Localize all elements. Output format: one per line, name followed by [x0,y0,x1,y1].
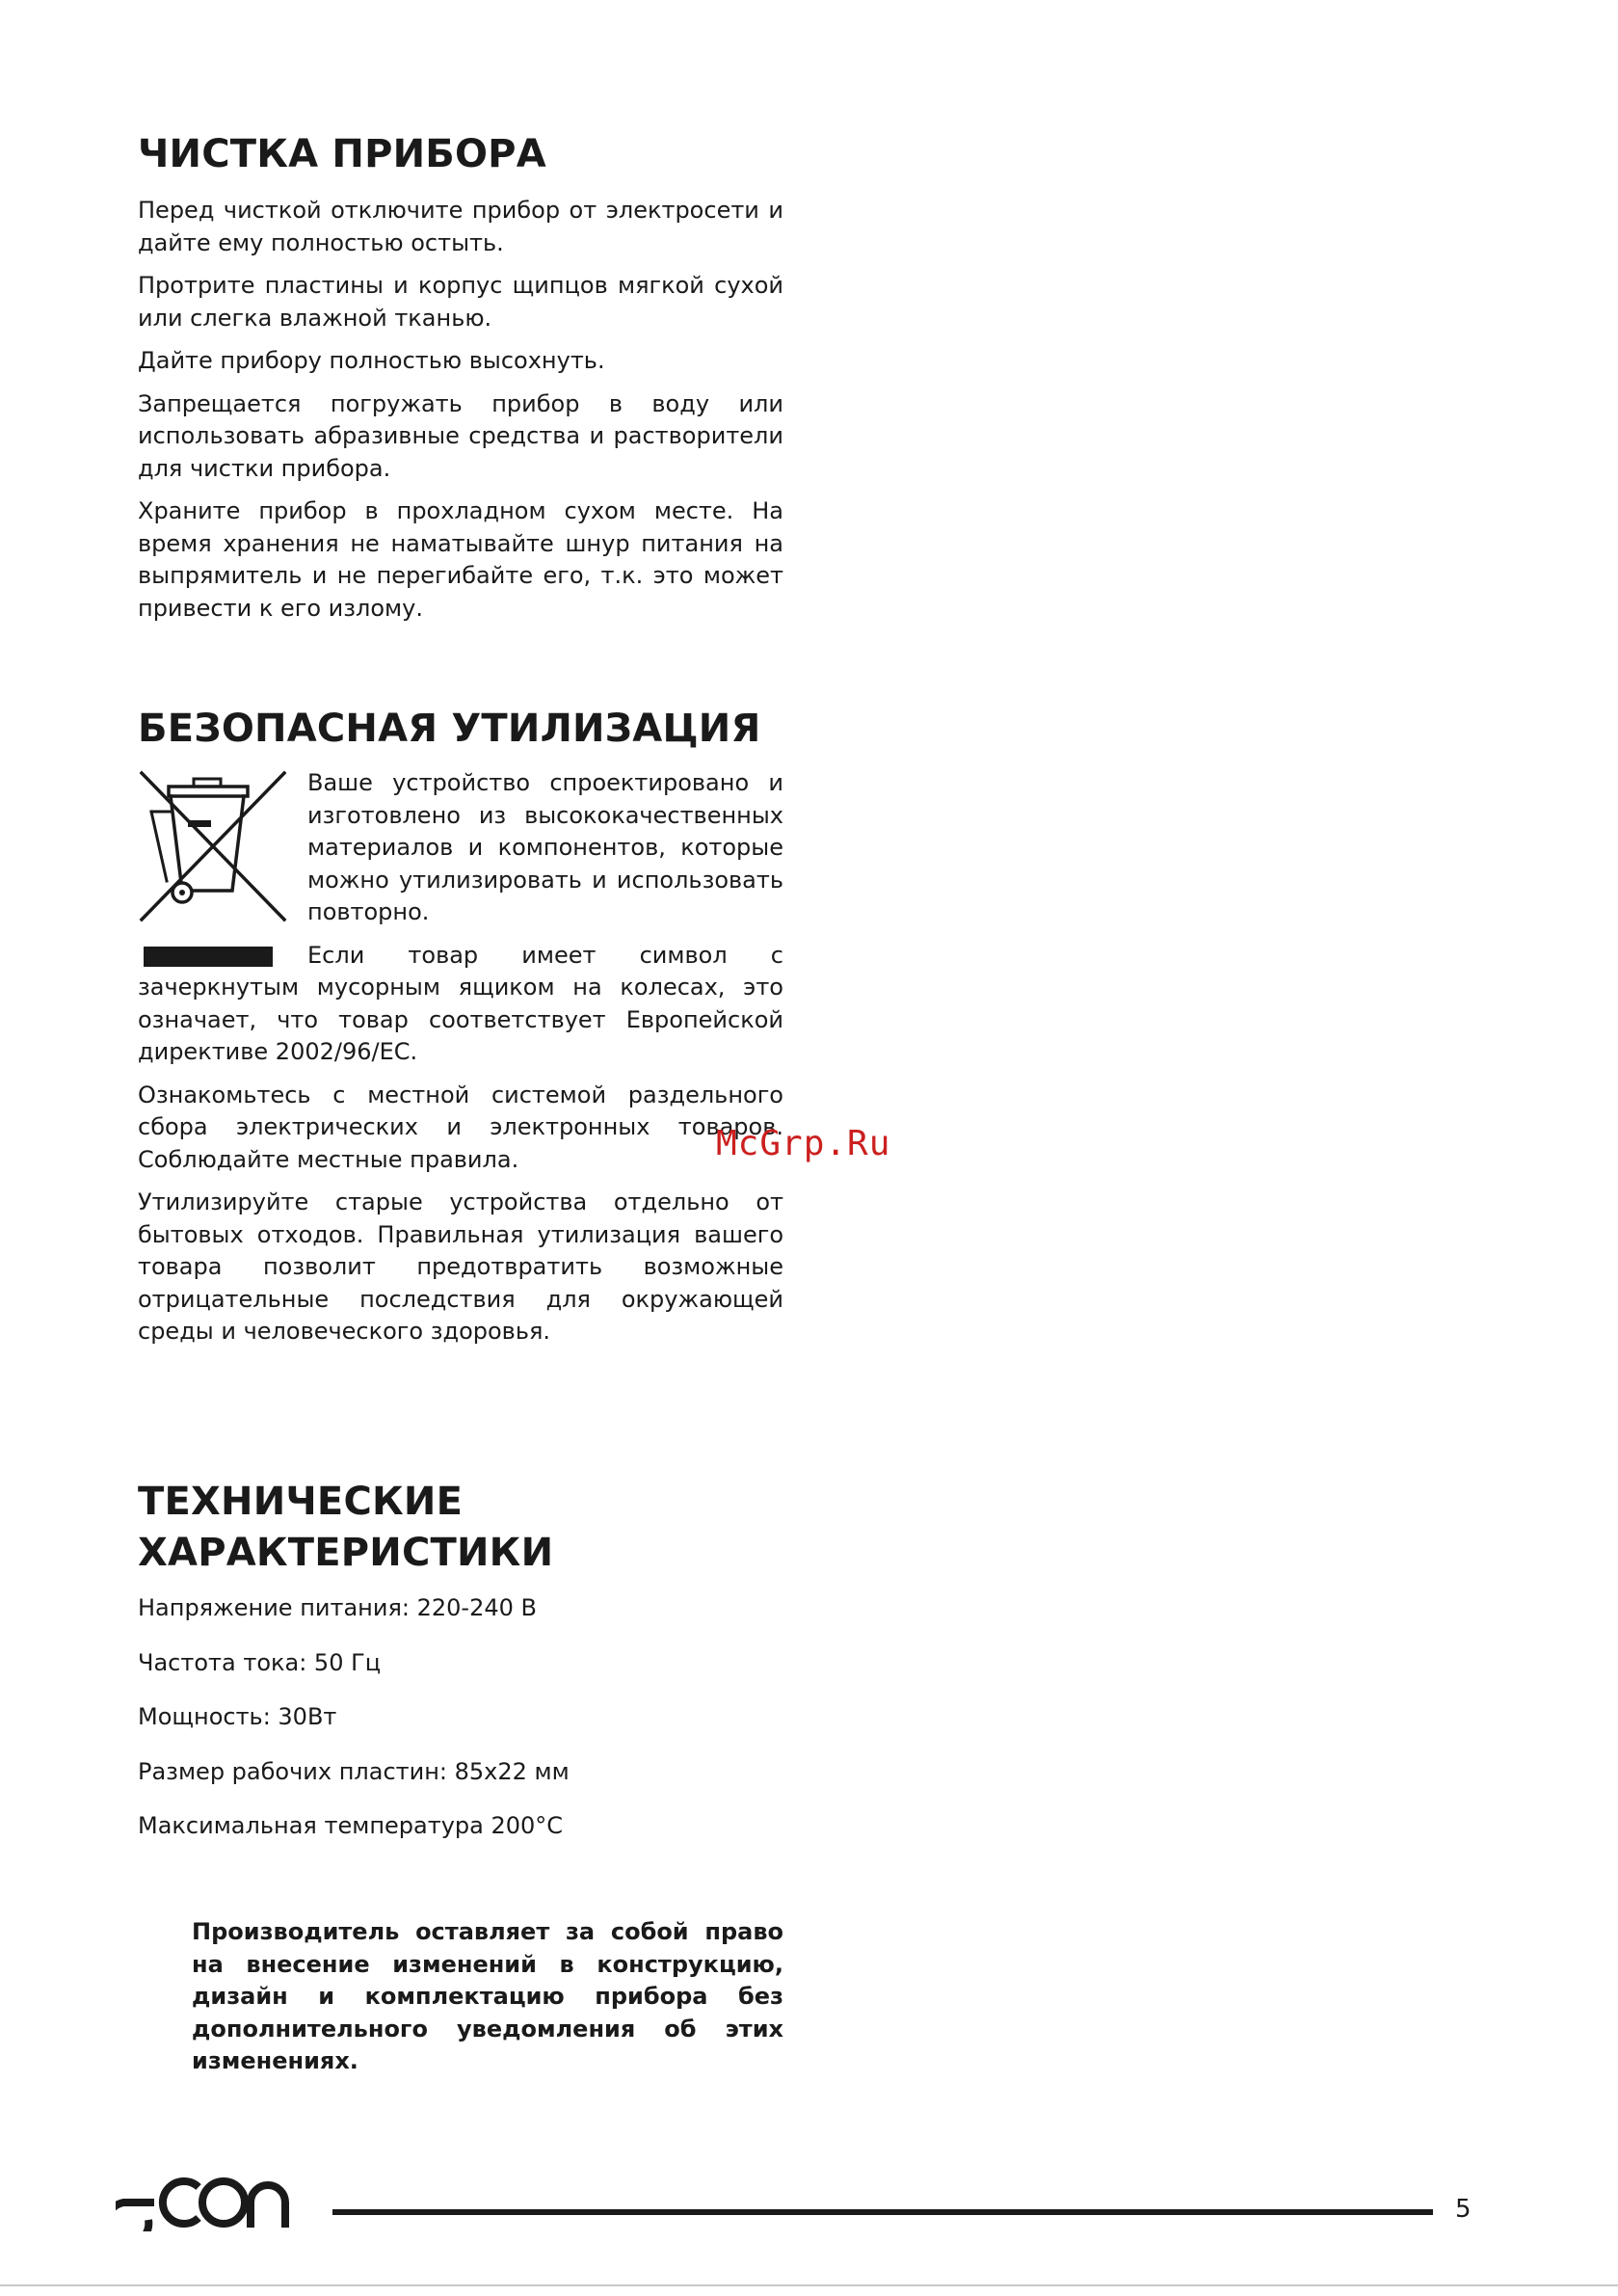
disposal-body [138,767,783,1348]
spec-item: Напряжение питания: 220-240 В [138,1594,537,1621]
paragraph: Дайте прибору полностью высохнуть. [138,347,605,374]
watermark: McGrp.Ru [716,1124,891,1163]
spec-item: Частота тока: 50 Гц [138,1648,382,1676]
footer-divider [332,2209,1433,2215]
paragraph: Перед чисткой отключите прибор от электросети и дайте ему полностью остыть. [138,197,783,256]
section-cleaning [138,129,783,635]
paragraph: Храните прибор в прохладном сухом месте. На время хранения не наматывайте шнур питания на выпрямитель и не перегибайте его, т.к. это может привести к его излому. [138,497,783,622]
page-footer [0,2174,1618,2251]
section-title-disposal: БЕЗОПАСНАЯ УТИЛИЗАЦИЯ [138,707,761,751]
section-title-cleaning: ЧИСТКА ПРИБОРА [138,132,546,176]
spec-item: Размер рабочих пластин: 85x22 мм [138,1757,570,1785]
paragraph: Утилизируйте старые устройства отдельно от бытовых отходов. Правильная утилизация вашего товара позволит предотвратить возможные отрицательные последствия для окружающей среды и человеческого здоровья. [138,1188,783,1345]
page-bottom-edge [0,2284,1618,2286]
paragraph: Протрите пластины и корпус щипцов мягкой сухой или слегка влажной тканью. [138,272,783,332]
specs-title-line2: ХАРАКТЕРИСТИКИ [138,1531,554,1575]
crossed-out-wheelie-bin-icon [138,767,290,968]
paragraph: Ваше устройство спроектировано и изготовлено из высококачественных материалов и компонентов, которые можно утилизировать и использовать повторно. [307,769,783,925]
paragraph: Ознакомьтесь с местной системой раздельного сбора электрических и электронных товаров. Соблюдайте местные правила. [138,1081,783,1173]
section-disposal [138,704,783,1359]
econ-logo [116,2174,291,2235]
section-title-specs [138,1477,783,1579]
section-specs [138,1477,783,1865]
spec-item: Максимальная температура 200°C [138,1812,564,1839]
manufacturer-notice: Производитель оставляет за собой право на внесение изменений в конструкцию, дизайн и комплектацию прибора без дополнительного уведомления об этих изменениях. [192,1918,783,2074]
paragraph: Запрещается погружать прибор в воду или использовать абразивные средства и растворители для чистки прибора. [138,389,783,482]
page-number: 5 [1455,2195,1472,2224]
paragraph: Если товар имеет символ с зачеркнутым мусорным ящиком на колесах, это означает, что товар соответствует Европейской директиве 2002/96/EC. [138,941,783,1065]
specs-title-line1: ТЕХНИЧЕСКИЕ [138,1480,464,1524]
spec-item: Мощность: 30Вт [138,1703,337,1730]
